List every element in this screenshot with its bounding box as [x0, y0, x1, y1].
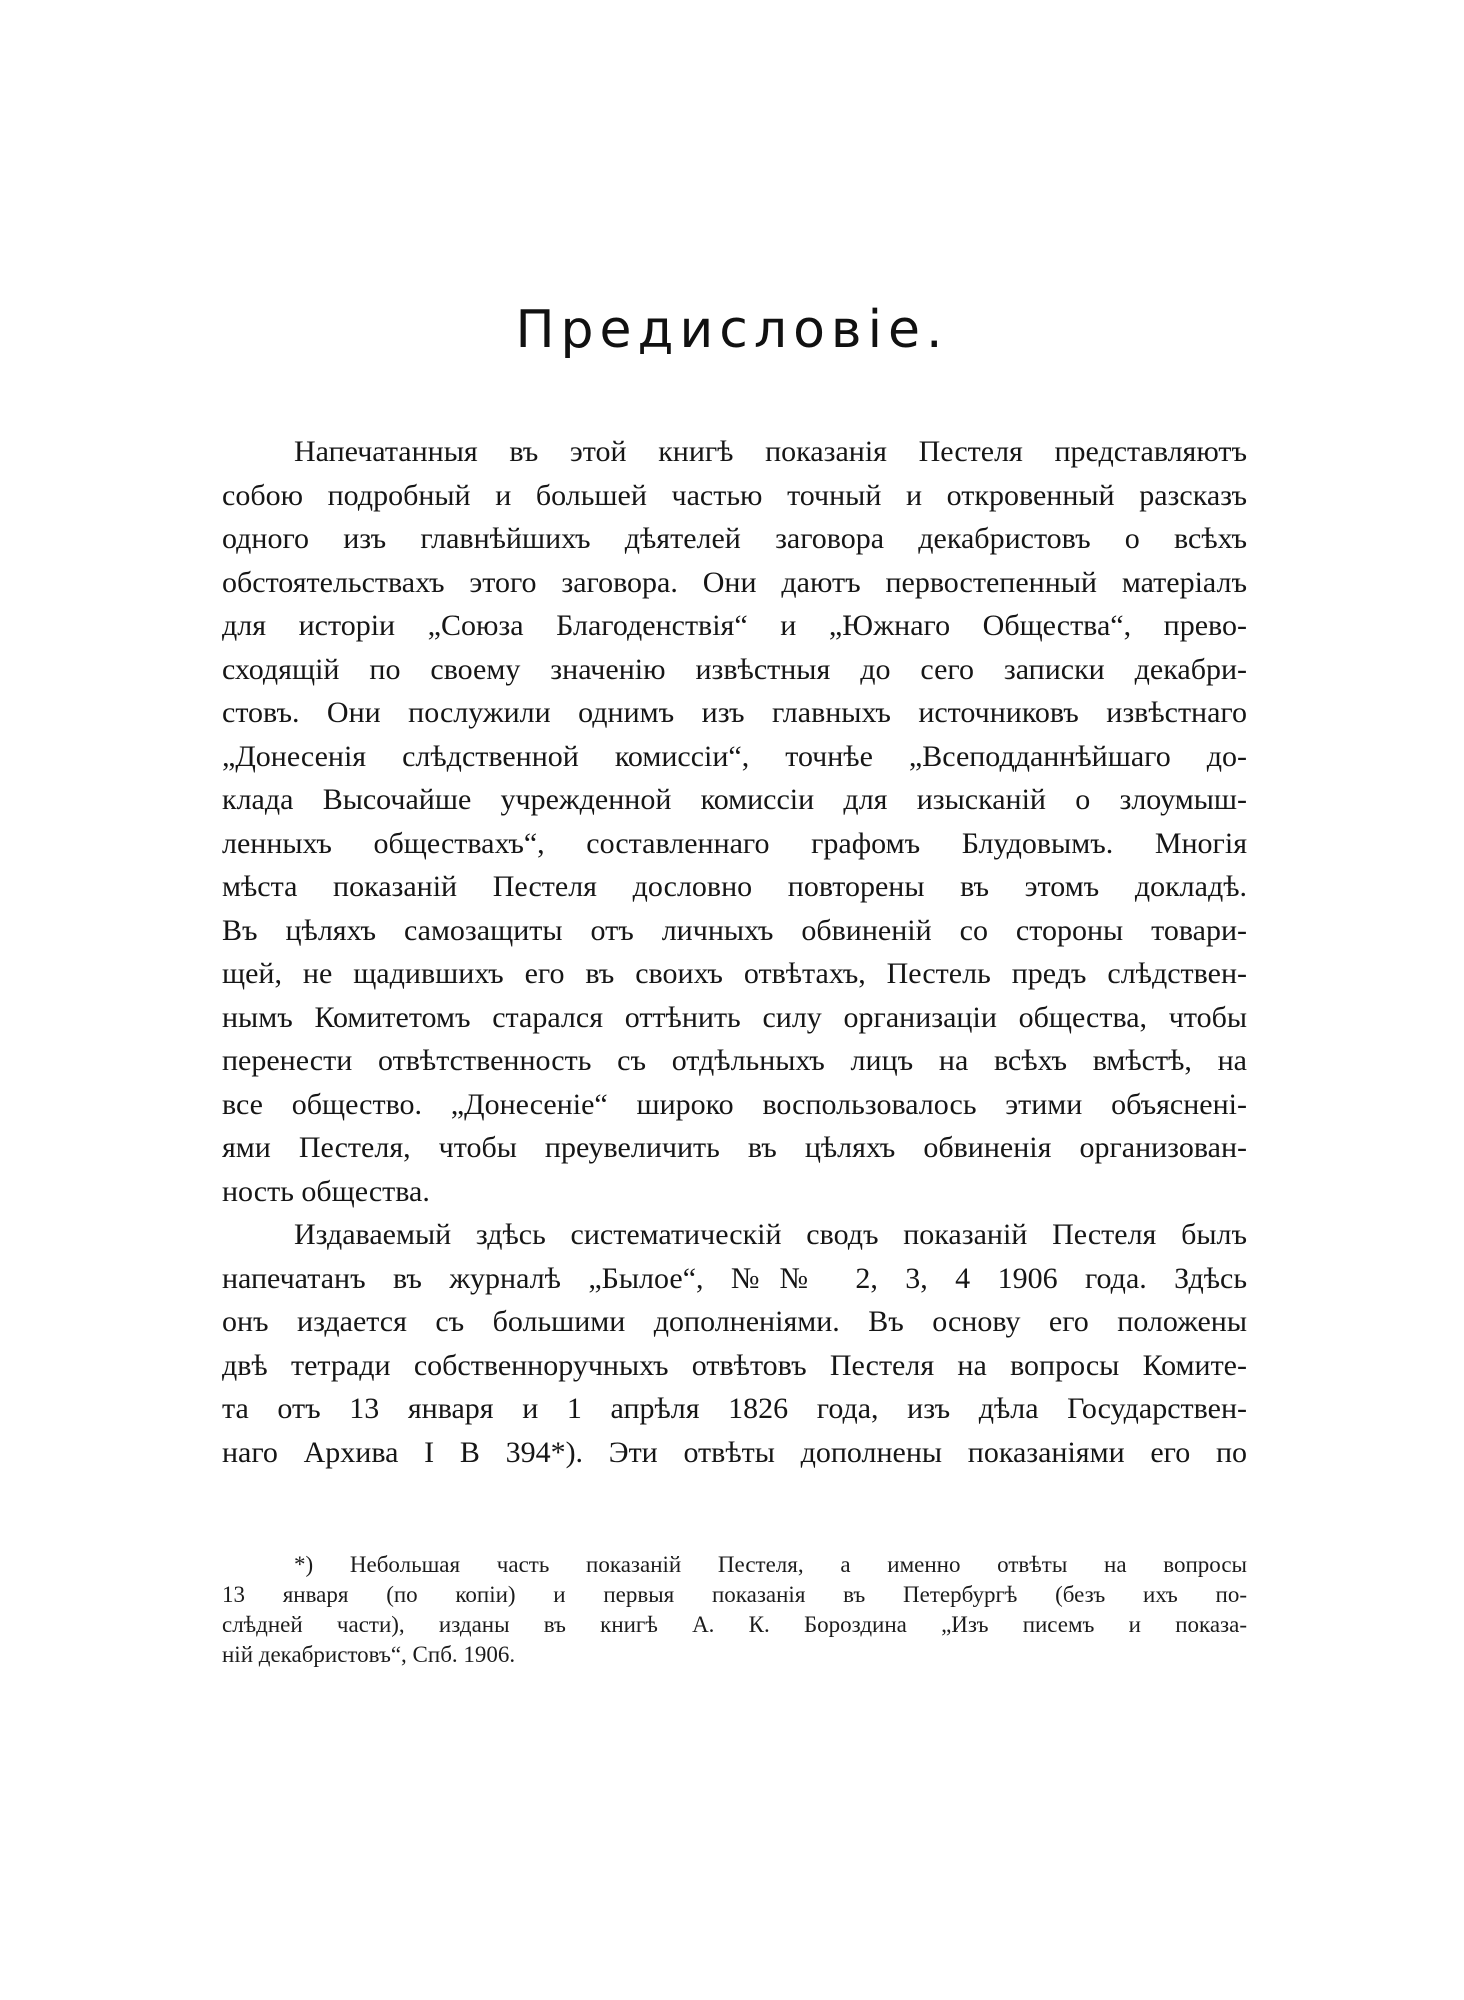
paragraph-1: [222, 430, 1247, 1213]
text-line: двѣ тетради собственноручныхъ отвѣтовъ Пестеля на вопросы Комите-: [222, 1348, 1247, 1382]
footnote-line: слѣдней части), изданы въ книгѣ А. К. Бороздина „Изъ писемъ и показа-: [222, 1612, 1247, 1637]
text-line: для исторіи „Союза Благоденствія“ и „Южнаго Общества“, прево-: [222, 609, 1247, 642]
text-line: стовъ. Они послужили однимъ изъ главныхъ источниковъ извѣстнаго: [222, 696, 1247, 729]
footnote-line: 13 января (по копіи) и первыя показанія въ Петербургѣ (безъ ихъ по-: [222, 1582, 1247, 1607]
text-line: Издаваемый здѣсь систематическій сводъ показаній Пестеля былъ: [294, 1218, 1247, 1251]
footnote-line: ній декабристовъ“, Спб. 1906.: [222, 1642, 516, 1667]
text-line: одного изъ главнѣйшихъ дѣятелей заговора декабристовъ о всѣхъ: [222, 522, 1247, 555]
page-title: Предисловіе.: [515, 300, 949, 360]
text-line: мѣста показаній Пестеля дословно повторены въ этомъ докладѣ.: [222, 870, 1247, 903]
text-line: ями Пестеля, чтобы преувеличить въ цѣляхъ обвиненія организован-: [222, 1131, 1247, 1164]
text-line: клада Высочайше учрежденной комиссіи для изысканій о злоумыш-: [222, 783, 1247, 816]
text-line: щей, не щадившихъ его въ своихъ отвѣтахъ, Пестель предъ слѣдствен-: [222, 957, 1247, 990]
text-line: Напечатанныя въ этой книгѣ показанія Пестеля представляютъ: [294, 435, 1247, 468]
text-line: сходящій по своему значенію извѣстныя до сего записки декабри-: [222, 652, 1247, 686]
footnote-line: *) Небольшая часть показаній Пестеля, а именно отвѣты на вопросы: [294, 1552, 1247, 1577]
preface-body: [222, 430, 1247, 1474]
text-line: онъ издается съ большими дополненіями. Въ основу его положены: [222, 1305, 1247, 1338]
text-line: ность общества.: [222, 1174, 430, 1208]
text-line: та отъ 13 января и 1 апрѣля 1826 года, изъ дѣла Государствен-: [222, 1392, 1247, 1425]
text-line: перенести отвѣтственность съ отдѣльныхъ лицъ на всѣхъ вмѣстѣ, на: [222, 1044, 1247, 1077]
text-line: наго Архива I В 394*). Эти отвѣты дополнены показаніями его по: [222, 1435, 1247, 1469]
text-line: все общество. „Донесеніе“ широко воспользовалось этими объясненi-: [222, 1087, 1247, 1121]
paragraph-2: [222, 1213, 1247, 1474]
text-line: ленныхъ обществахъ“, составленнаго графомъ Блудовымъ. Многія: [222, 826, 1247, 860]
text-line: нымъ Комитетомъ старался оттѣнить силу организаціи общества, чтобы: [222, 1000, 1247, 1034]
text-line: обстоятельствахъ этого заговора. Они даютъ первостепенный матеріалъ: [222, 565, 1247, 599]
text-line: „Донесенія слѣдственной комиссіи“, точнѣе „Всеподданнѣйшаго до-: [222, 739, 1247, 773]
footnote: [222, 1550, 1247, 1670]
text-line: Въ цѣляхъ самозащиты отъ личныхъ обвиненій со стороны товари-: [222, 913, 1247, 947]
text-line: собою подробный и большей частью точный и откровенный разсказъ: [222, 478, 1247, 512]
text-line: напечатанъ въ журналѣ „Былое“, №№ 2, 3, 4 1906 года. Здѣсь: [222, 1261, 1247, 1295]
